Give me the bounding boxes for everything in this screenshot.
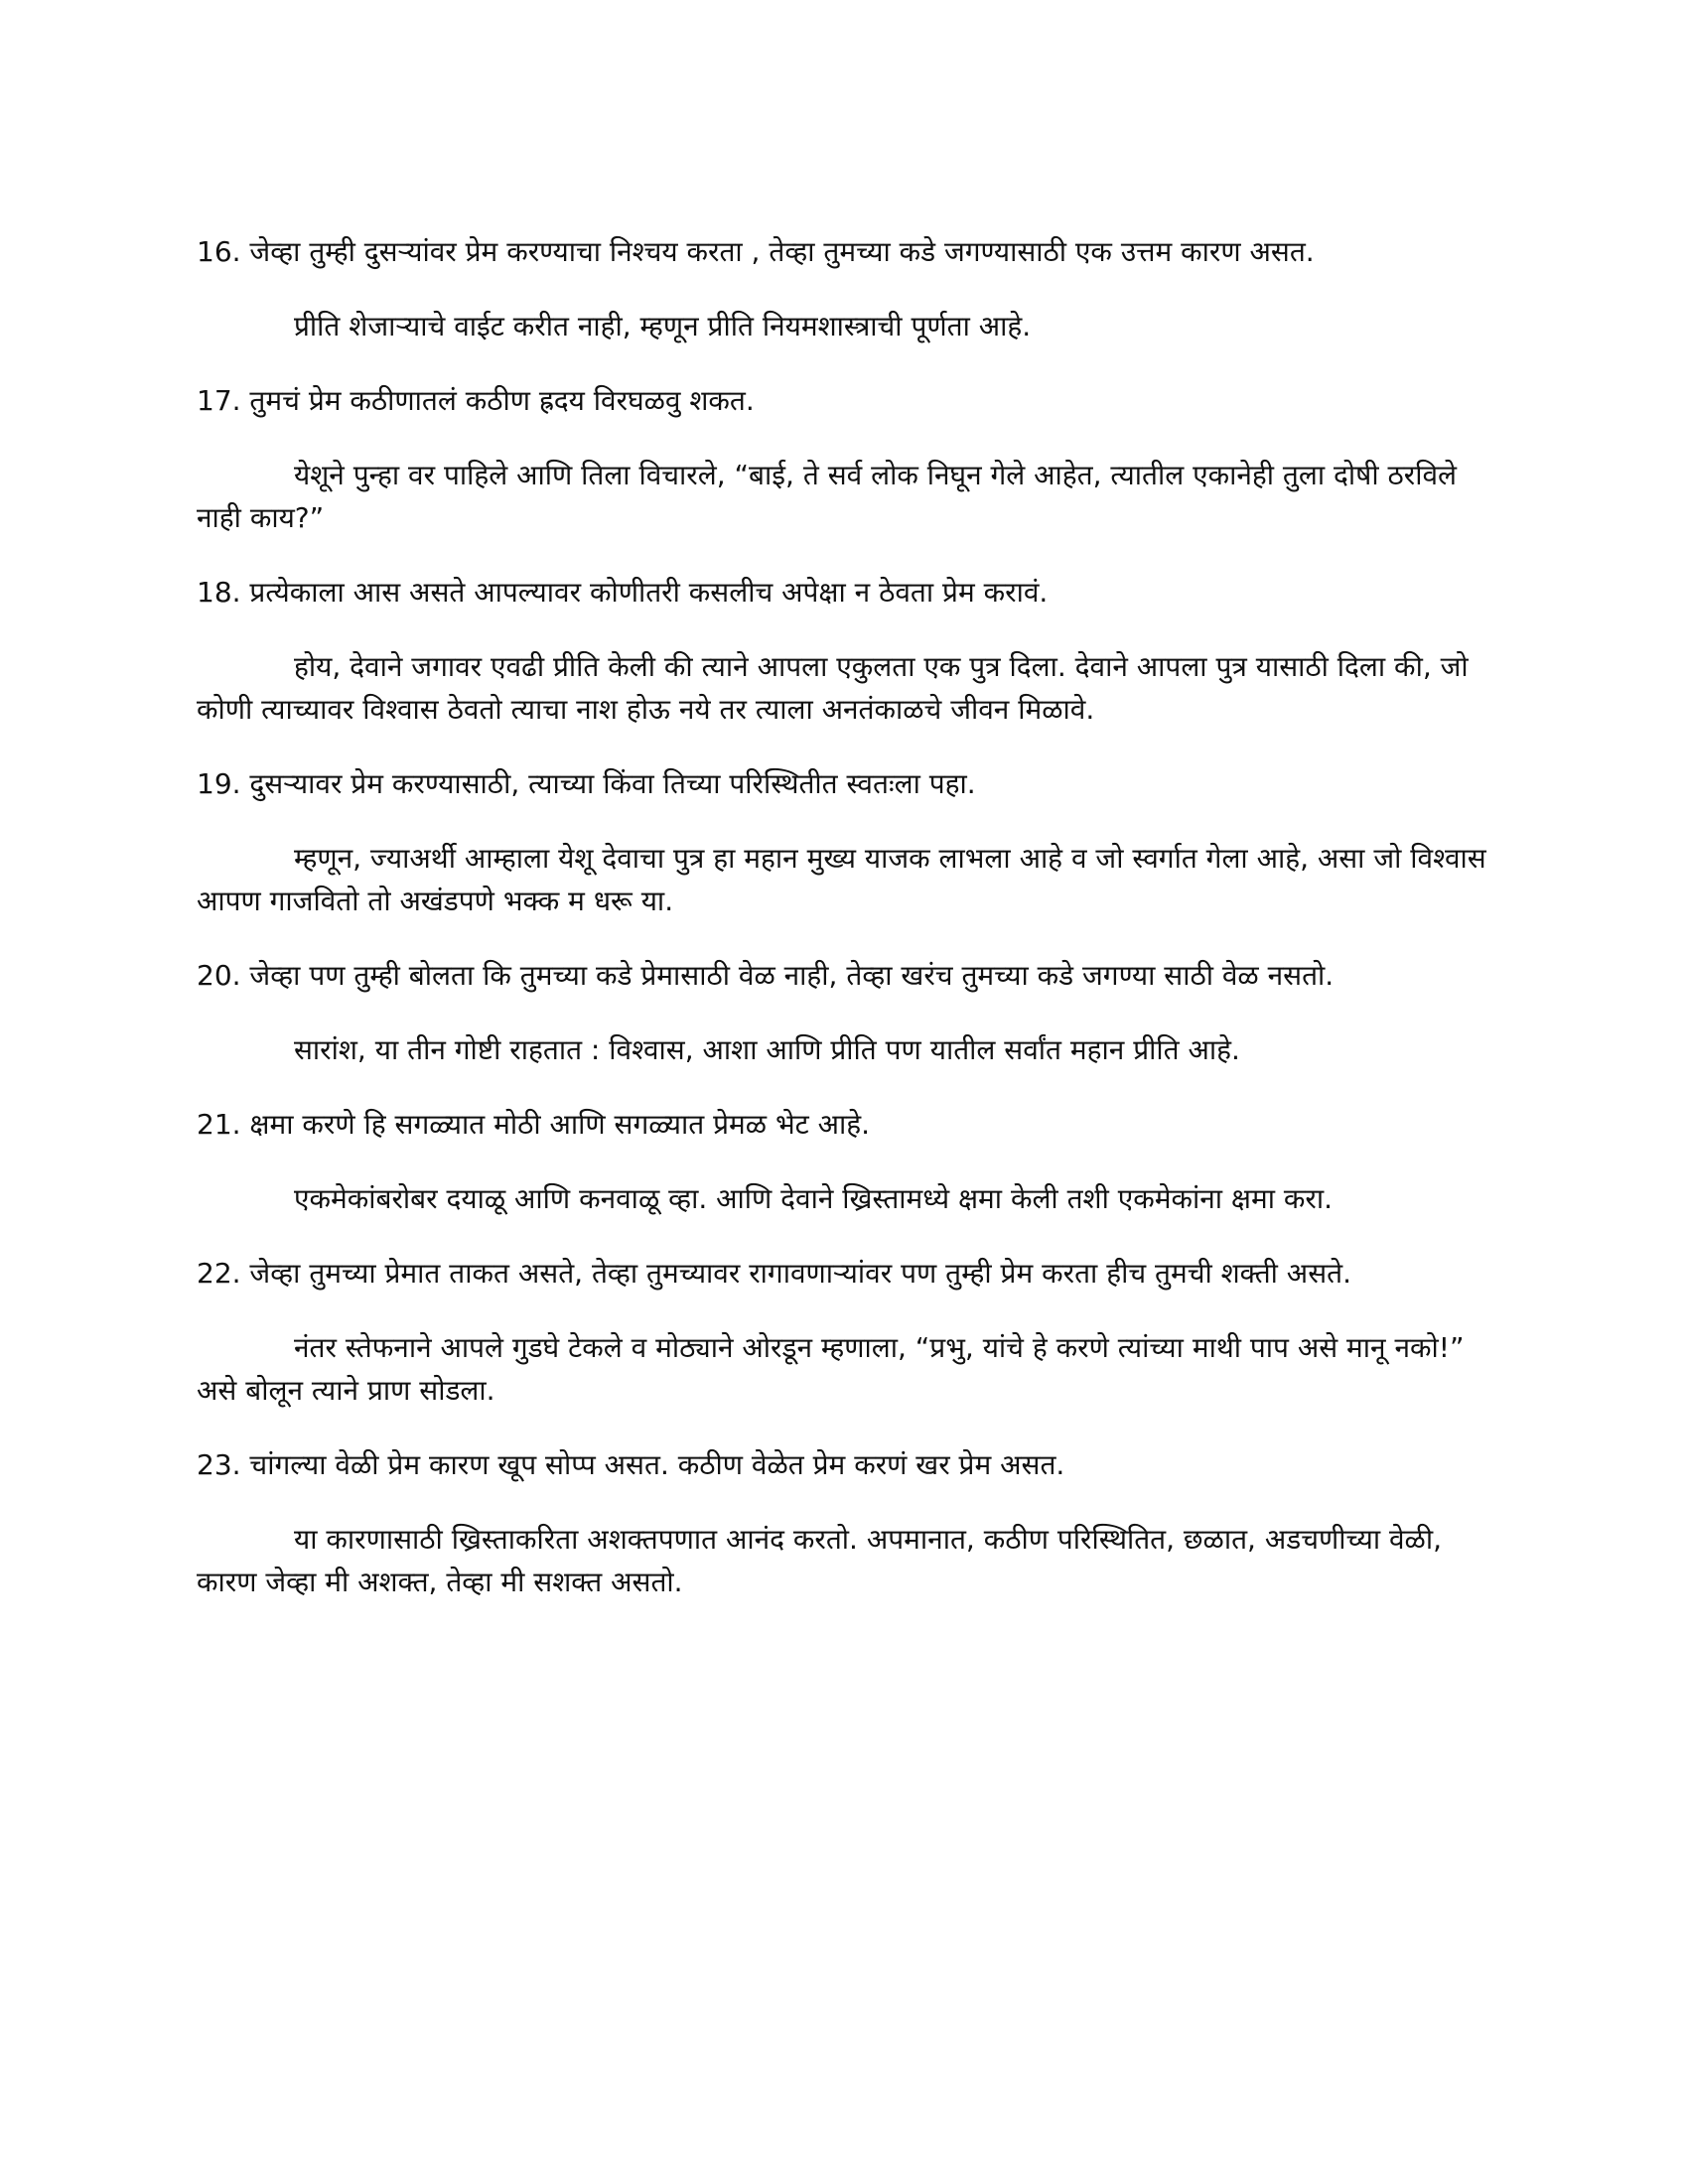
verse-text: होय, देवाने जगावर एवढी प्रीति केली की त्याने आपला एकुलता एक पुत्र दिला. देवाने आपला पुत्र यासाठी दिला की, जो कोणी त्याच्यावर विश्वास ठेवतो त्याचा नाश होऊ नये तर त्याला अनतंकाळचे जीवन मिळावे. [197,650,1469,726]
list-item-20 [197,954,1497,1071]
verse-text: प्रीति शेजाऱ्याचे वाईट करीत नाही, म्हणून प्रीति नियमशास्त्राची पूर्णता आहे. [294,310,1032,342]
list-item-18 [197,571,1497,731]
document-body [197,230,1497,1635]
verse-text: सारांश, या तीन गोष्टी राहतात : विश्वास, आशा आणि प्रीति पण यातील सर्वांत महान प्रीति आहे. [294,1033,1240,1066]
point-text: 18. प्रत्येकाला आस असते आपल्यावर कोणीतरी कसलीच अपेक्षा न ठेवता प्रेम करावं. [197,576,1049,609]
verse-text: येशूने पुन्हा वर पाहिले आणि तिला विचारले, “बाई, ते सर्व लोक निघून गेले आहेत, त्यातील एकानेही तुला दोषी ठरविले नाही काय?” [197,459,1458,534]
verse-text: एकमेकांबरोबर दयाळू आणि कनवाळू व्हा. आणि देवाने ख्रिस्तामध्ये क्षमा केली तशी एकमेकांना क्षमा करा. [294,1182,1334,1215]
point-text: 22. जेव्हा तुमच्या प्रेमात ताकत असते, तेव्हा तुमच्यावर रागावणाऱ्यांवर पण तुम्ही प्रेम करता हीच तुमची शक्ती असते. [197,1257,1351,1290]
list-item-22 [197,1252,1497,1412]
list-item-16 [197,230,1497,347]
verse-text: या कारणासाठी ख्रिस्ताकरिता अशक्तपणात आनंद करतो. अपमानात, कठीण परिस्थितित, छळात, अडचणीच्या वेळी, कारण जेव्हा मी अशक्त, तेव्हा मी सशक्त असतो. [197,1523,1442,1598]
list-item-17 [197,379,1497,539]
point-text: 20. जेव्हा पण तुम्ही बोलता कि तुमच्या कडे प्रेमासाठी वेळ नाही, तेव्हा खरंच तुमच्या कडे जगण्या साठी वेळ नसतो. [197,959,1335,992]
verse-text: नंतर स्तेफनाने आपले गुडघे टेकले व मोठ्याने ओरडून म्हणाला, “प्रभु, यांचे हे करणे त्यांच्या माथी पाप असे मानू नको!” असे बोलून त्याने प्राण सोडला. [197,1331,1465,1407]
point-text: 21. क्षमा करणे हि सगळ्यात मोठी आणि सगळ्यात प्रेमळ भेट आहे. [197,1108,871,1141]
list-item-21 [197,1103,1497,1220]
verse-text: म्हणून, ज्याअर्थी आम्हाला येशू देवाचा पुत्र हा महान मुख्य याजक लाभला आहे व जो स्वर्गात गेला आहे, असा जो विश्वास आपण गाजवितो तो अखंडपणे भक्क म धरू या. [197,842,1486,917]
point-text: 23. चांगल्या वेळी प्रेम कारण खूप सोप्प असत. कठीण वेळेत प्रेम करणं खर प्रेम असत. [197,1448,1065,1481]
list-item-19 [197,762,1497,922]
list-item-23 [197,1443,1497,1603]
point-text: 17. तुमचं प्रेम कठीणातलं कठीण ह्रदय विरघळवु शकत. [197,384,755,417]
point-text: 19. दुसऱ्यावर प्रेम करण्यासाठी, त्याच्या किंवा तिच्या परिस्थितीत स्वतःला पहा. [197,767,976,800]
point-text: 16. जेव्हा तुम्ही दुसऱ्यांवर प्रेम करण्याचा निश्चय करता , तेव्हा तुमच्या कडे जगण्यासाठी एक उत्तम कारण असत. [197,235,1315,268]
